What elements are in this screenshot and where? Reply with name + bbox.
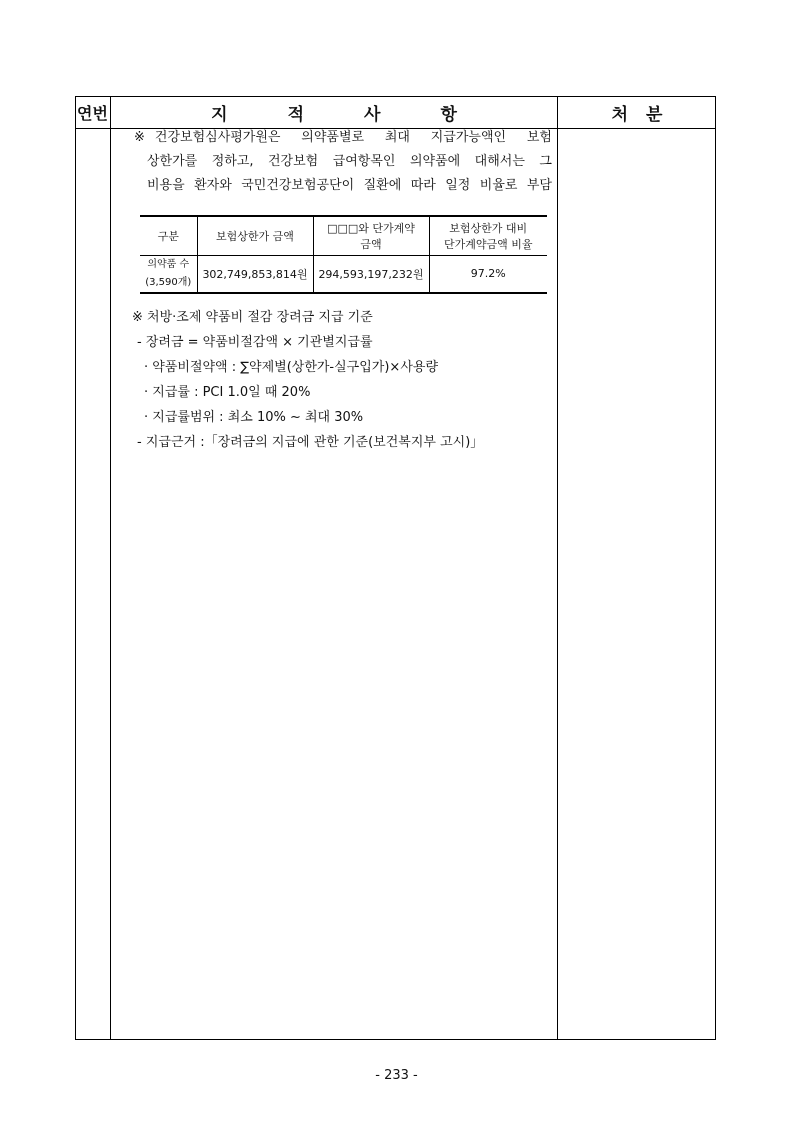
table-cell-ceiling-amount: 302,749,853,814원 — [197, 255, 313, 293]
note-paragraph — [128, 126, 552, 198]
table-header-cell: 보험상한가 대비 단가계약금액 비율 — [429, 216, 547, 255]
header-findings-char: 지 — [211, 104, 228, 125]
header-findings — [111, 96, 557, 128]
incentive-standards — [132, 305, 552, 455]
table-header-cell: 구분 — [157, 229, 179, 243]
note-line: 비용을 환자와 국민건강보험공단이 질환에 따라 일정 비율로 부담 — [147, 178, 552, 193]
table-row — [140, 255, 547, 293]
header-findings-char: 항 — [440, 104, 457, 125]
reference-mark: ※ — [134, 130, 145, 145]
standards-title: ※ 처방·조제 약품비 절감 장려금 지급 기준 — [132, 310, 373, 325]
header-findings-char: 적 — [287, 104, 304, 125]
standards-item: · 약품비절약액 : ∑약제별(상한가-실구입가)×사용량 — [144, 360, 438, 375]
header-action-char: 처 — [611, 104, 628, 125]
note-line: ※ 건강보험심사평가원은 의약품별로 최대 지급가능액인 보험 — [134, 130, 552, 145]
incentive-formula: - 장려금 = 약품비절감액 × 기관별지급률 — [137, 335, 373, 350]
table-cell-contract-amount: 294,593,197,232원 — [313, 255, 429, 293]
header-action-char: 분 — [646, 104, 663, 125]
legal-basis: - 지급근거 :「장려금의 지급에 관한 기준(보건복지부 고시)」 — [137, 435, 484, 450]
table-header-cell: □□□와 단가계약 금액 — [313, 216, 429, 255]
note-line: 상한가를 정하고, 건강보험 급여항목인 의약품에 대해서는 그 — [147, 154, 552, 169]
table-header-row — [140, 216, 547, 255]
table-header-cell: 보험상한가 금액 — [197, 216, 313, 255]
header-findings-char: 사 — [364, 104, 381, 125]
header-action — [558, 96, 716, 128]
column-divider — [110, 96, 111, 1040]
drug-price-table — [140, 215, 547, 294]
table-cell-category: 의약품 수 (3,590개) — [145, 258, 192, 288]
standards-item: · 지급률 : PCI 1.0일 때 20% — [144, 385, 311, 400]
standards-item: · 지급률범위 : 최소 10% ~ 최대 30% — [144, 410, 364, 425]
column-divider — [557, 96, 558, 1040]
page-number: - 233 - — [375, 1068, 418, 1083]
header-serial-number: 연번 — [77, 103, 108, 123]
table-cell-ratio: 97.2% — [429, 255, 547, 293]
